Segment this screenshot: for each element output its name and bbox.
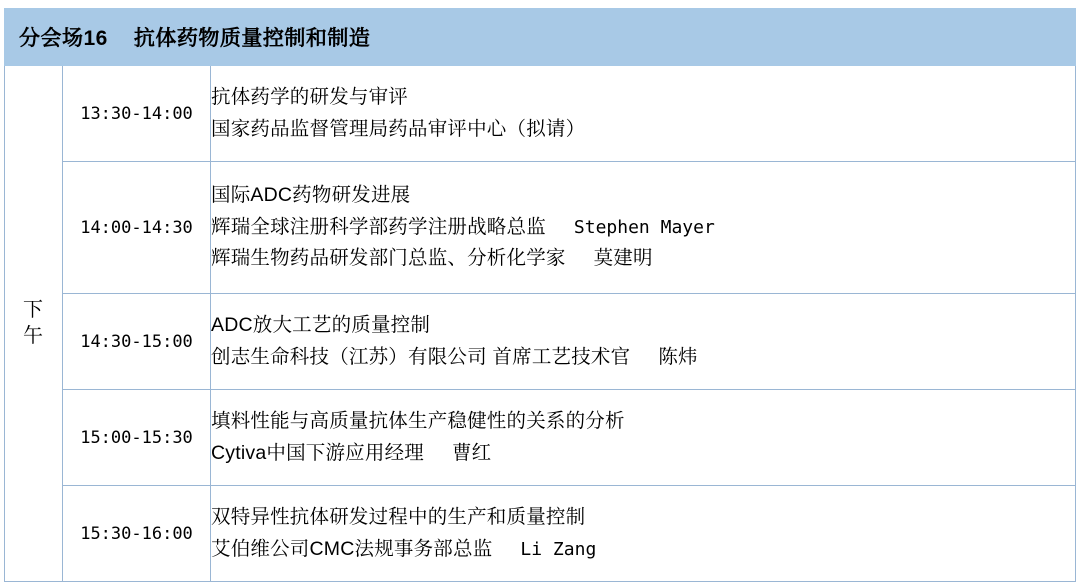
affiliation-text: 创志生命科技（江苏）有限公司 首席工艺技术官	[211, 345, 631, 368]
content-cell	[211, 66, 1076, 162]
speaker-name: Stephen Mayer	[573, 216, 715, 238]
talk-affiliation	[211, 534, 1075, 566]
talk-title: 双特异性抗体研发过程中的生产和质量控制	[211, 505, 586, 528]
content-cell	[211, 294, 1076, 390]
time-cell: 15:30-16:00	[63, 486, 211, 582]
table-row	[5, 66, 1076, 162]
table-header-row	[5, 9, 1076, 66]
time-cell: 15:00-15:30	[63, 390, 211, 486]
table-row	[5, 162, 1076, 294]
time-cell: 14:00-14:30	[63, 162, 211, 294]
content-cell	[211, 162, 1076, 294]
talk-affiliation	[211, 212, 1075, 244]
content-cell	[211, 486, 1076, 582]
talk-title: 抗体药学的研发与审评	[211, 85, 409, 108]
table-row	[5, 486, 1076, 582]
talk-affiliation	[211, 438, 1075, 470]
affiliation-text: 艾伯维公司CMC法规事务部总监	[211, 537, 493, 560]
talk-affiliation	[211, 243, 1075, 275]
time-cell: 14:30-15:00	[63, 294, 211, 390]
session-header-cell	[5, 9, 1076, 66]
speaker-name: 曹红	[451, 441, 492, 464]
talk-title: 国际ADC药物研发进展	[211, 184, 411, 207]
speaker-name: 陈炜	[658, 345, 698, 368]
period-label-line1: 下	[23, 298, 44, 321]
session-title: 抗体药物质量控制和制造	[133, 27, 371, 50]
period-label-line2: 午	[23, 324, 44, 347]
speaker-name: 莫建明	[593, 247, 653, 270]
speaker-name: Li Zang	[520, 538, 597, 560]
talk-affiliation	[211, 342, 1075, 374]
affiliation-text: Cytiva中国下游应用经理	[211, 441, 424, 464]
affiliation-text: 辉瑞生物药品研发部门总监、分析化学家	[211, 247, 566, 270]
session-label: 分会场16	[19, 27, 108, 50]
period-cell-afternoon	[5, 66, 63, 582]
talk-title: ADC放大工艺的质量控制	[211, 313, 431, 336]
session-header-title	[19, 27, 370, 50]
affiliation-text: 辉瑞全球注册科学部药学注册战略总监	[211, 215, 546, 238]
time-cell: 13:30-14:00	[63, 66, 211, 162]
session-schedule-table	[4, 8, 1076, 582]
talk-title: 填料性能与高质量抗体生产稳健性的关系的分析	[211, 409, 625, 432]
content-cell	[211, 390, 1076, 486]
talk-affiliation: 国家药品监督管理局药品审评中心（拟请）	[211, 117, 586, 140]
table-row	[5, 390, 1076, 486]
table-row	[5, 294, 1076, 390]
